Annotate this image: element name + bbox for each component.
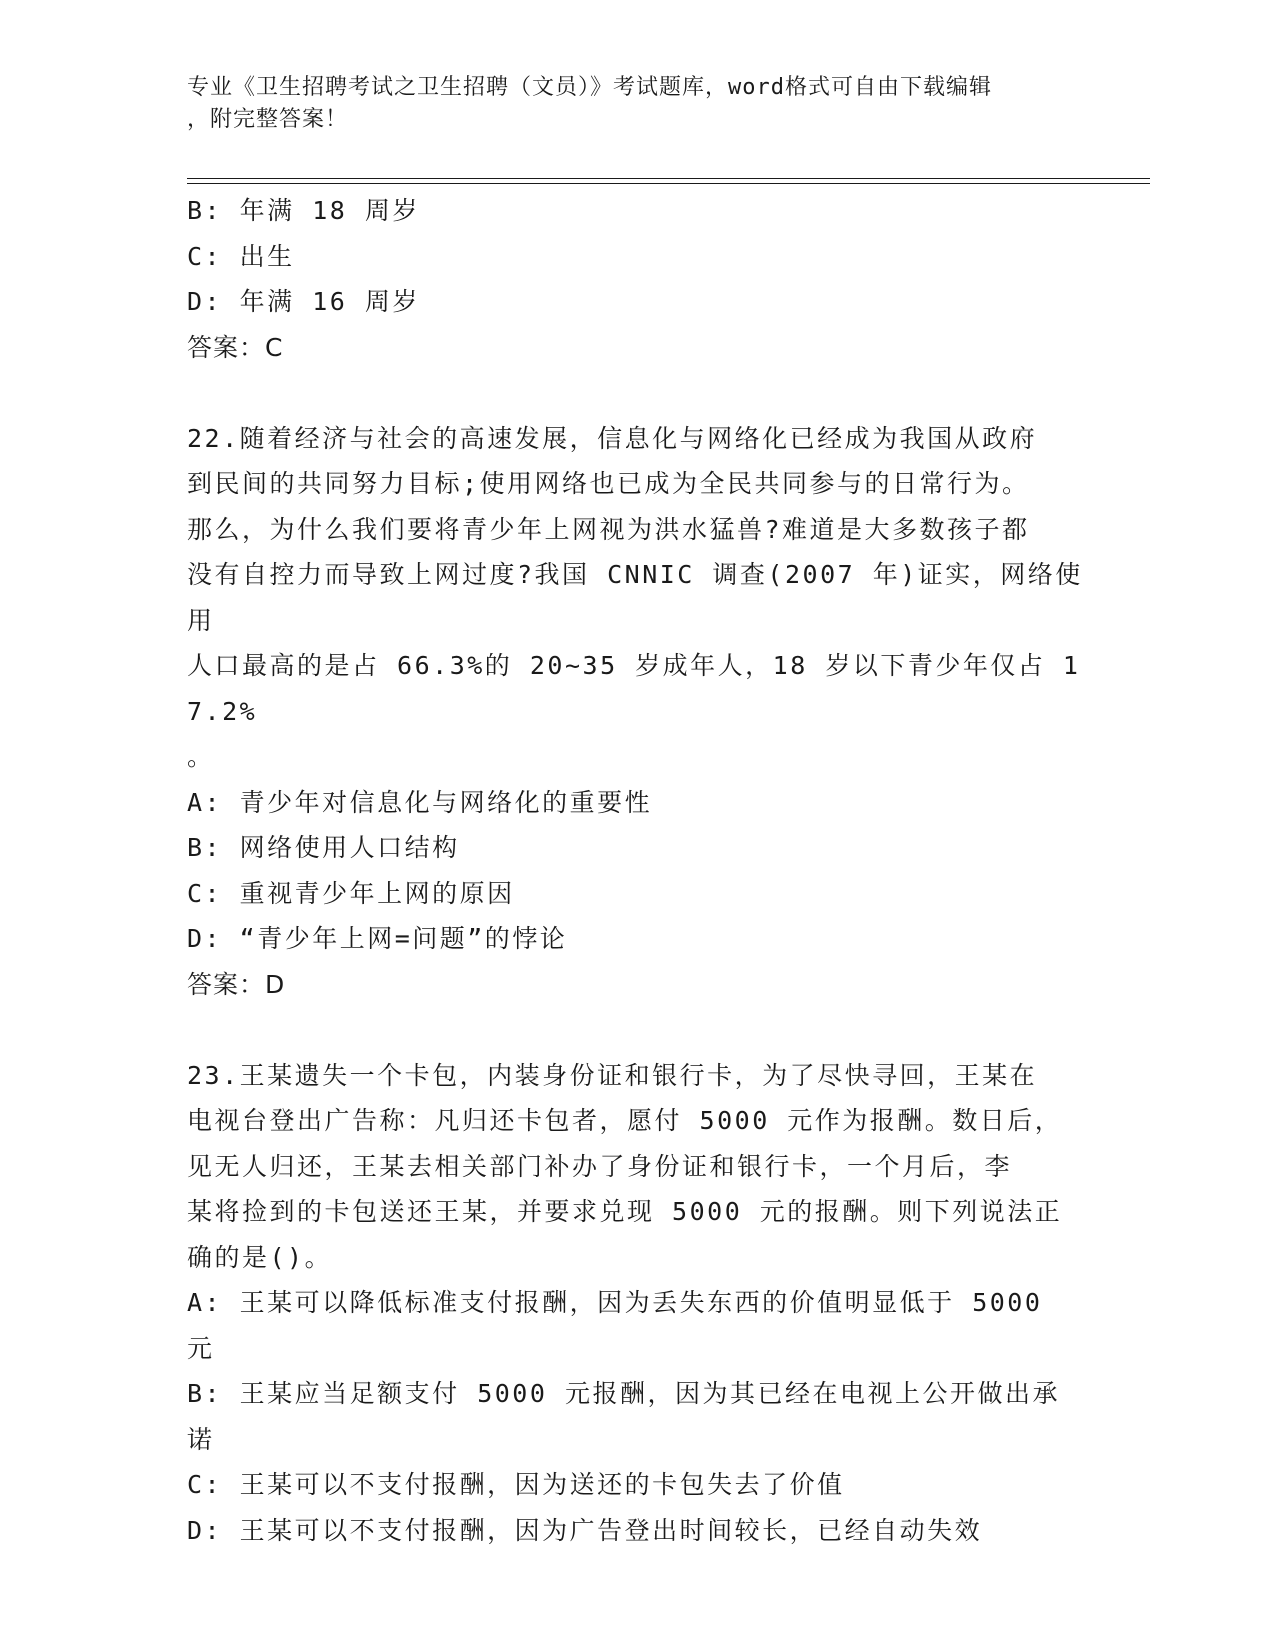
q21-option-c: C: 出生	[187, 241, 295, 271]
q22-option-d: D: “青少年上网=问题”的悖论	[187, 924, 568, 953]
q22-option-c: C: 重视青少年上网的原因	[187, 878, 515, 908]
q21-option-b: B: 年满 18 周岁	[187, 196, 420, 225]
header-divider-bottom	[187, 183, 1150, 184]
q23-stem-line: 23.王某遗失一个卡包，内装身份证和银行卡，为了尽快寻回，王某在	[187, 1060, 1038, 1090]
question-23	[187, 1053, 1087, 1554]
q22-stem-line: 到民间的共同努力目标;使用网络也已成为全民共同参与的日常行为。	[187, 469, 1030, 498]
question-22	[187, 416, 1087, 1008]
q22-stem-line: 那么，为什么我们要将青少年上网视为洪水猛兽?难道是大多数孩子都	[187, 514, 1030, 544]
q23-option-b-line: 诺	[187, 1424, 215, 1454]
q23-stem-line: 某将捡到的卡包送还王某，并要求兑现 5000 元的报酬。则下列说法正	[187, 1197, 1063, 1226]
q21-option-d: D: 年满 16 周岁	[187, 287, 420, 316]
q21-answer: 答案：C	[187, 332, 284, 362]
question-21-tail	[187, 188, 1087, 370]
header-line-1: 专业《卫生招聘考试之卫生招聘（文员）》考试题库，word格式可自由下载编辑	[187, 75, 992, 100]
q23-option-a-line: 元	[187, 1333, 215, 1363]
header-line-2: ，附完整答案！	[187, 107, 349, 132]
q22-option-a: A: 青少年对信息化与网络化的重要性	[187, 787, 653, 817]
q23-option-c: C: 王某可以不支付报酬，因为送还的卡包失去了价值	[187, 1470, 845, 1499]
question-content	[187, 188, 1087, 1553]
question-spacer	[187, 370, 1087, 416]
document-header	[187, 72, 1067, 136]
q23-stem-line: 确的是()。	[187, 1242, 333, 1272]
question-spacer	[187, 1007, 1087, 1053]
q23-option-d: D: 王某可以不支付报酬，因为广告登出时间较长，已经自动失效	[187, 1515, 983, 1545]
q23-stem-line: 见无人归还，王某去相关部门补办了身份证和银行卡，一个月后，李	[187, 1151, 1013, 1181]
q22-stem-line: 22.随着经济与社会的高速发展，信息化与网络化已经成为我国从政府	[187, 423, 1038, 453]
header-divider-top	[187, 178, 1150, 179]
q22-option-b: B: 网络使用人口结构	[187, 833, 460, 862]
q22-stem-line: 。	[187, 742, 215, 771]
q22-stem-line: 人口最高的是占 66.3%的 20~35 岁成年人，18 岁以下青少年仅占 17.2%	[187, 651, 1081, 726]
q23-option-a-line: A: 王某可以降低标准支付报酬，因为丢失东西的价值明显低于 5000	[187, 1288, 1043, 1317]
q22-answer: 答案：D	[187, 969, 286, 999]
q22-stem-line: 没有自控力而导致上网过度?我国 CNNIC 调查(2007 年)证实，网络使用	[187, 560, 1083, 635]
q23-option-b-line: B: 王某应当足额支付 5000 元报酬，因为其已经在电视上公开做出承	[187, 1379, 1060, 1408]
q23-stem-line: 电视台登出广告称：凡归还卡包者，愿付 5000 元作为报酬。数日后，	[187, 1106, 1063, 1135]
